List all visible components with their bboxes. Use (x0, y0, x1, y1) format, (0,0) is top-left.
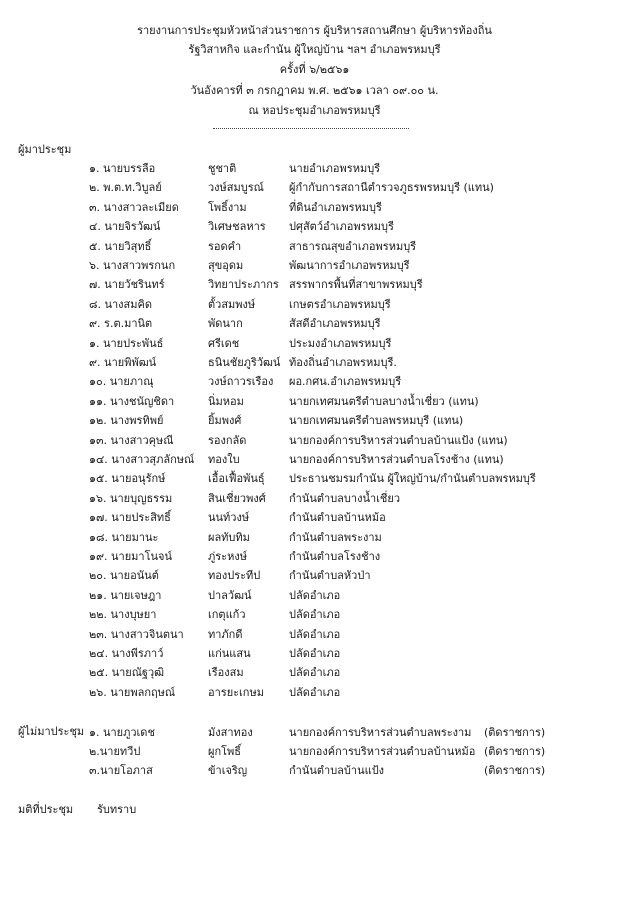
attendee-surname: วงษ์สมบูรณ์ (208, 181, 264, 195)
attendee-surname: ทองใบ (208, 453, 240, 466)
attendee-name: ๓. นางสาวละเมียด (89, 200, 179, 214)
attendee-row (0, 259, 629, 278)
attendee-position: ที่ดินอำเภอพรหมบุรี (289, 200, 382, 214)
attendee-position: ปลัดอำเภอ (289, 608, 341, 622)
attendee-surname: นนท์วงษ์ (208, 511, 250, 525)
report-title-line1: รายงานการประชุมหัวหน้าส่วนราชการ ผู้บริหารสถานศึกษา ผู้บริหารท้องถิ่น (137, 24, 492, 37)
attendee-name: ๑๐. นายภาณุ (89, 375, 154, 389)
attendee-surname: ยิ้มพงศ์ (208, 414, 242, 428)
attendee-row (0, 764, 629, 783)
resolution-value: รับทราบ (97, 803, 137, 816)
attendee-row (0, 511, 629, 530)
attendee-name: ๒. พ.ต.ท.วิบูลย์ (89, 181, 162, 195)
attendee-name: ๑๒. นางพรทิพย์ (89, 414, 164, 428)
attendee-name: ๑๘. นายมานะ (89, 530, 159, 544)
attendee-position: ผู้กำกับการสถานีตำรวจภูธรพรหมบุรี (แทน) (289, 181, 494, 195)
report-title-line2: รัฐวิสาหกิจ และกำนัน ผู้ใหญ่บ้าน ฯลฯ อำเภอพรหมบุรี (188, 43, 441, 56)
attendee-name: ๒๒. นางบุษยา (89, 608, 157, 622)
attendee-surname: เกตุแก้ว (208, 608, 246, 622)
attendee-row (0, 162, 629, 181)
attendee-position: สรรพากรพื้นที่สาขาพรหมบุรี (289, 278, 423, 292)
attendee-row (0, 472, 629, 491)
attendee-surname: ปาลวัฒน์ (208, 588, 252, 602)
attendee-name: ๑. นายภูวเดช (89, 726, 155, 739)
attendee-name: ๙. ร.ต.มานิต (89, 317, 153, 331)
attendee-position: นายกองค์การบริหารส่วนตำบลบ้านหม้อ (289, 745, 476, 758)
attendee-row (0, 608, 629, 627)
attendee-name: ๑๔. นางสาวสุภลักษณ์ (89, 453, 195, 466)
attendee-position: นายกเทศมนตรีตำบลพรหมบุรี (แทน) (289, 414, 464, 428)
attendee-row (0, 414, 629, 433)
attendee-position: นายกองค์การบริหารส่วนตำบลบ้านแป้ง (แทน) (289, 433, 508, 447)
attendee-row (0, 569, 629, 588)
attendee-surname: โพธิ์งาม (208, 200, 247, 214)
attendee-position: ท้องถิ่นอำเภอพรหมบุรี. (289, 356, 397, 369)
attendee-surname: ธนินชัยภูริวัฒน์ (208, 356, 281, 369)
attendee-row (0, 726, 629, 745)
attendee-name: ๒๐. นายอนันต์ (89, 569, 159, 583)
absent-heading: ผู้ไม่มาประชุม (18, 725, 85, 738)
attendee-name: ๑๑. นางชนัญชิดา (89, 394, 175, 408)
attendee-name: ๑๖. นายบุญธรรม (89, 491, 173, 505)
attendee-surname: เรืองสม (208, 666, 244, 680)
attendee-surname: มังสาทอง (208, 726, 253, 739)
attendee-surname: รองกลัด (208, 433, 247, 447)
absence-reason: (ติดราชการ) (484, 745, 546, 758)
attendee-name: ๑๓. นางสาวคุษณี (89, 433, 174, 447)
attendee-name: ๒๑. นายเจษฎา (89, 588, 162, 602)
attendee-row (0, 317, 629, 336)
attendee-row (0, 647, 629, 666)
attendee-name: ๔. นายจิรวัฒน์ (89, 220, 161, 234)
attendee-row (0, 298, 629, 317)
attendee-row (0, 492, 629, 511)
attendee-surname: ชูชาติ (208, 162, 237, 175)
attendee-position: ประธานชมรมกำนัน ผู้ใหญ่บ้าน/กำนันตำบลพรหมบุรี (289, 472, 536, 486)
attendee-name: ๑. นายประพันธ์ (89, 336, 164, 350)
attendee-name: ๗. นายวัชรินทร์ (89, 278, 165, 292)
attendee-row (0, 201, 629, 220)
attendee-position: นายกองค์การบริหารส่วนตำบลโรงช้าง (แทน) (289, 453, 504, 466)
attendee-position: ปลัดอำเภอ (289, 627, 341, 641)
attendee-surname: วงษ์ถาวรเรือง (208, 375, 274, 389)
attendee-position: กำนันตำบลหัวป่า (289, 569, 371, 583)
attendee-row (0, 181, 629, 200)
attendee-row (0, 278, 629, 297)
attendee-name: ๘. นางสมคิด (89, 297, 153, 311)
attendee-position: นายกเทศมนตรีตำบลบางน้ำเชี่ยว (แทน) (289, 394, 479, 408)
attendee-position: กำนันตำบลบ้านหม้อ (289, 511, 386, 525)
attendee-position: กำนันตำบลพระงาม (289, 530, 382, 544)
meeting-number: ครั้งที่ ๖/๒๕๖๑ (279, 63, 350, 76)
attendee-row (0, 240, 629, 259)
attendee-row (0, 550, 629, 569)
attendee-surname: สินเชี่ยวพงศ์ (208, 491, 266, 505)
attendee-surname: นิ่มหอม (208, 394, 244, 408)
attendee-position: ปลัดอำเภอ (289, 647, 341, 660)
attendee-position: พัฒนาการอำเภอพรหมบุรี (289, 259, 410, 272)
attendee-name: ๑๗. นายประสิทธิ์ (89, 511, 171, 525)
attendee-row (0, 453, 629, 472)
attendee-name: ๒๔. นางพีรภาว์ (89, 647, 164, 660)
attendee-position: กำนันตำบลบ้านแป้ง (289, 764, 385, 777)
attendee-position: นายกองค์การบริหารส่วนตำบลพระงาม (289, 726, 472, 739)
attendee-name: ๓.นายโอภาส (89, 764, 153, 777)
attendee-name: ๖. นางสาวพรกนก (89, 259, 176, 272)
attendee-surname: อารยะเกษม (208, 685, 264, 699)
attendee-name: ๕. นายวิสุทธิ์ (89, 239, 152, 253)
attendee-row (0, 666, 629, 685)
attendee-row (0, 589, 629, 608)
attendee-position: ปลัดอำเภอ (289, 588, 341, 602)
attendee-row (0, 395, 629, 414)
attendee-surname: เอื้อเฟื้อพันธุ์ (208, 472, 265, 486)
attendee-name: ๑๙. นายมาโนจน์ (89, 550, 172, 563)
attendee-name: ๒๖. นายพลกฤษณ์ (89, 685, 176, 699)
attendee-name: ๒๕. นายณัฐวุฒิ (89, 666, 165, 680)
attendee-surname: ผลทับทิม (208, 530, 250, 544)
header-divider (213, 128, 409, 129)
attendee-surname: ศรีเดช (208, 336, 240, 350)
attendee-surname: ผูกโพธิ์ (208, 745, 241, 758)
meeting-date-time: วันอังคารที่ ๓ กรกฎาคม พ.ศ. ๒๕๖๑ เวลา ๐๙.๐๐ น. (190, 84, 439, 97)
attendee-surname: ภู่ระหงษ์ (208, 550, 247, 563)
attendee-row (0, 356, 629, 375)
absence-reason: (ติดราชการ) (484, 726, 546, 739)
attendee-surname: แก่นแสน (208, 647, 251, 660)
attendee-surname: พัดนาก (208, 317, 243, 331)
attendee-surname: วิเศษชลหาร (208, 220, 266, 234)
attendee-surname: ตั้วสมพงษ์ (208, 297, 256, 311)
attendee-row (0, 220, 629, 239)
present-heading: ผู้มาประชุม (18, 143, 72, 156)
attendee-position: ปลัดอำเภอ (289, 666, 341, 680)
attendee-row (0, 628, 629, 647)
attendee-surname: วิทยาประภากร (208, 278, 279, 292)
attendee-name: ๒.นายทวีป (89, 745, 141, 758)
attendee-position: กำนันตำบลบางน้ำเชี่ยว (289, 491, 400, 505)
resolution-label: มติที่ประชุม (18, 803, 74, 816)
attendee-position: ประมงอำเภอพรหมบุรี (289, 336, 392, 350)
attendee-position: ปศุสัตว์อำเภอพรหมบุรี (289, 220, 394, 234)
attendee-row (0, 337, 629, 356)
attendee-surname: ทองประทีป (208, 569, 261, 583)
attendee-position: ผอ.กศน.อำเภอพรหมบุรี (289, 375, 402, 389)
attendee-row (0, 375, 629, 394)
attendee-position: สัสดีอำเภอพรหมบุรี (289, 317, 381, 331)
attendee-surname: สุขอุดม (208, 259, 244, 272)
attendee-surname: รอดคำ (208, 239, 242, 253)
absence-reason: (ติดราชการ) (484, 764, 546, 777)
attendee-surname: ข้าเจริญ (208, 764, 248, 777)
attendee-name: ๒๓. นางสาวจินตนา (89, 627, 184, 641)
attendee-surname: ทาภักดี (208, 627, 243, 641)
attendee-position: กำนันตำบลโรงช้าง (289, 550, 381, 563)
attendee-name: ๑๕. นายอนุรักษ์ (89, 472, 166, 486)
attendee-row (0, 531, 629, 550)
attendee-position: นายอำเภอพรหมบุรี (289, 162, 381, 175)
meeting-venue: ณ หอประชุมอำเภอพรหมบุรี (248, 104, 381, 117)
attendee-position: ปลัดอำเภอ (289, 685, 341, 699)
attendee-row (0, 745, 629, 764)
attendee-row (0, 434, 629, 453)
attendee-position: สาธารณสุขอำเภอพรหมบุรี (289, 239, 417, 253)
attendee-name: ๙. นายพิพัฒน์ (89, 356, 157, 369)
attendee-name: ๑. นายบรรลือ (89, 162, 156, 175)
attendee-position: เกษตรอำเภอพรหมบุรี (289, 297, 391, 311)
attendee-row (0, 686, 629, 705)
